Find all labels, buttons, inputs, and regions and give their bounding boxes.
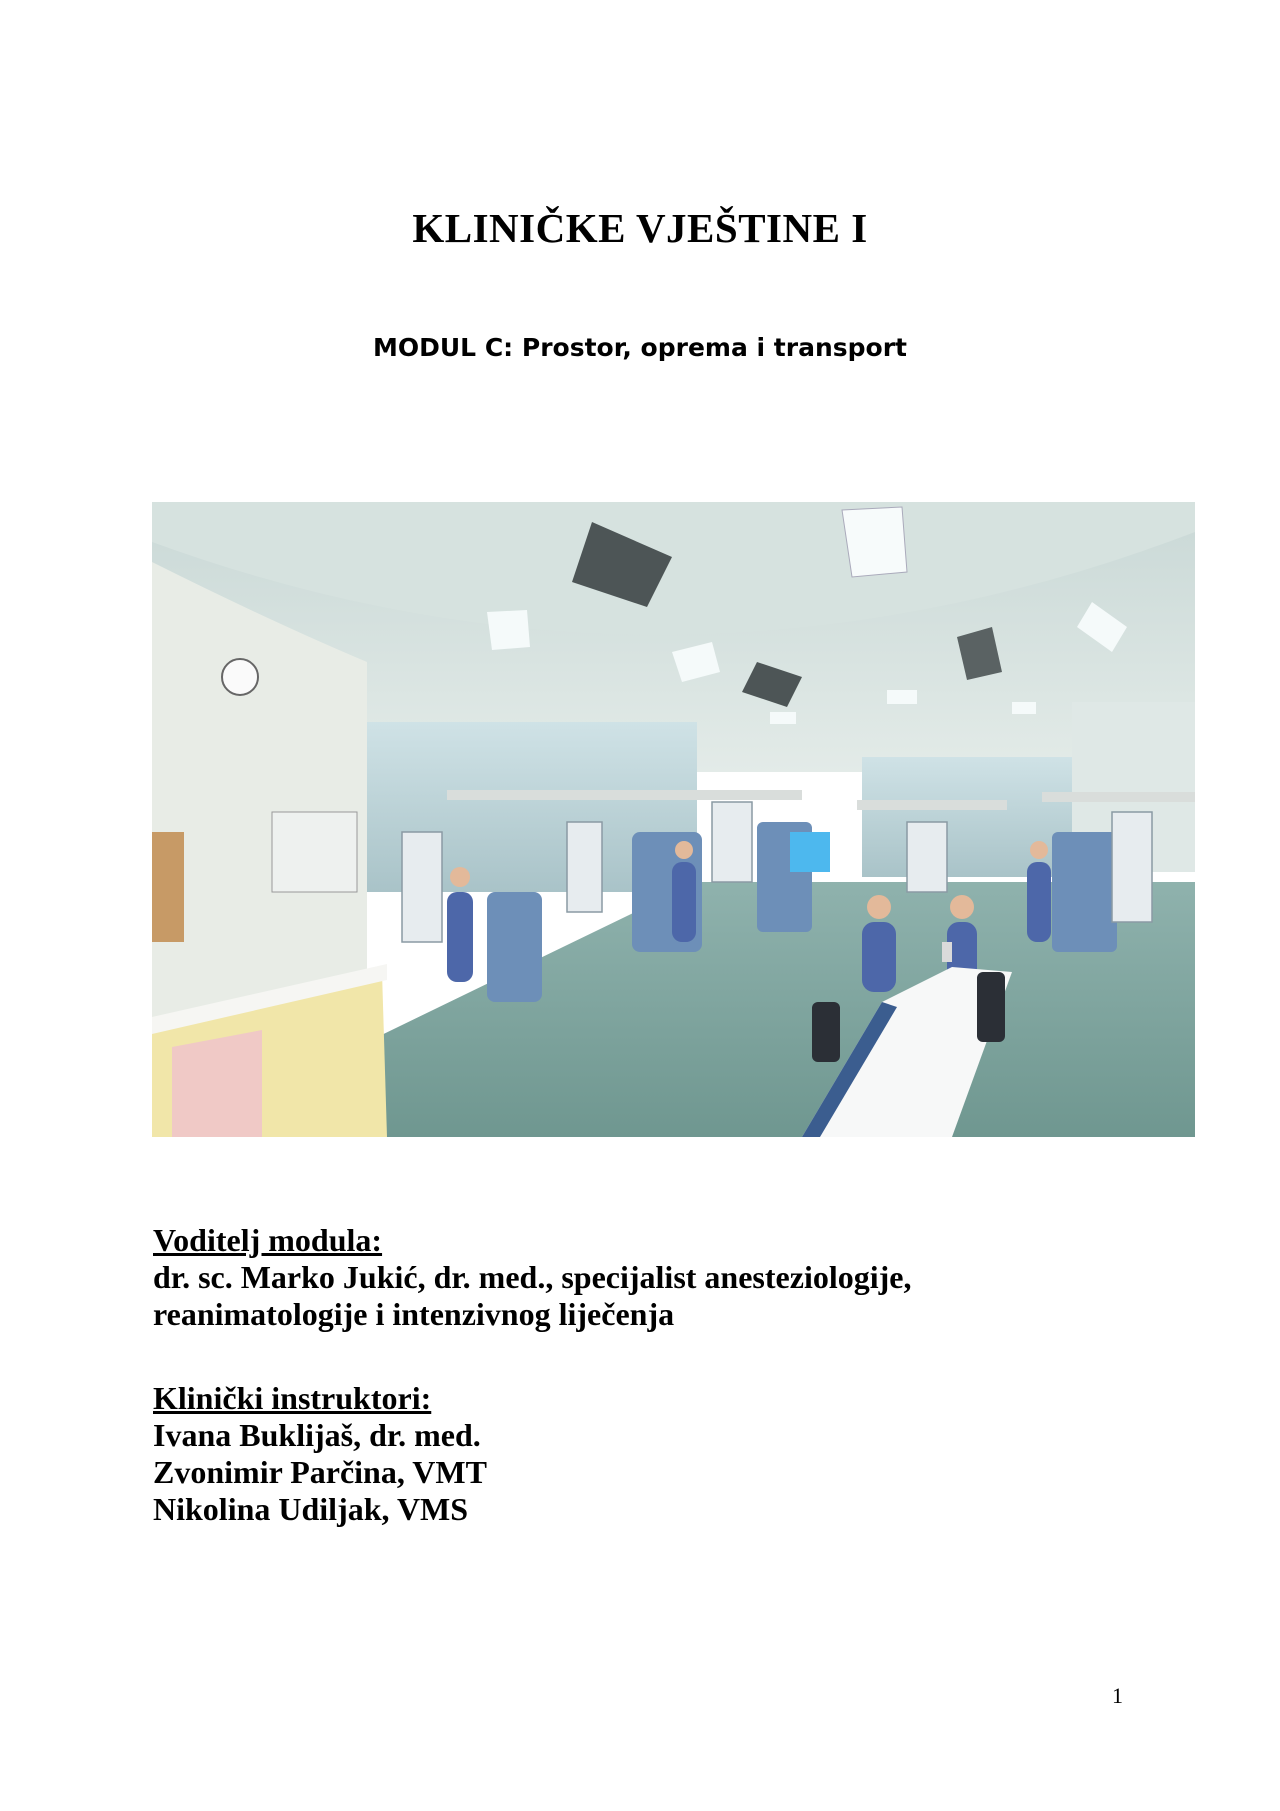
module-leader-line: reanimatologije i intenzivnog liječenja	[153, 1296, 675, 1332]
page-number: 1	[1112, 1683, 1123, 1708]
module-leader-section	[153, 1222, 911, 1333]
document-title: KLINIČKE VJEŠTINE I	[412, 205, 868, 251]
neonatal-icu-panorama-icon	[152, 502, 1195, 1137]
instructors-heading: Klinički instruktori:	[153, 1380, 432, 1416]
document-subtitle: MODUL C: Prostor, oprema i transport	[373, 333, 907, 362]
instructor-name: Nikolina Udiljak, VMS	[153, 1491, 469, 1527]
instructors-section	[153, 1380, 487, 1528]
instructor-name: Ivana Buklijaš, dr. med.	[153, 1417, 481, 1453]
module-leader-line: dr. sc. Marko Jukić, dr. med., specijalist anesteziologije,	[153, 1259, 912, 1295]
icu-panorama-photo	[152, 502, 1195, 1137]
module-leader-heading: Voditelj modula:	[153, 1222, 383, 1258]
instructor-name: Zvonimir Parčina, VMT	[153, 1454, 487, 1490]
